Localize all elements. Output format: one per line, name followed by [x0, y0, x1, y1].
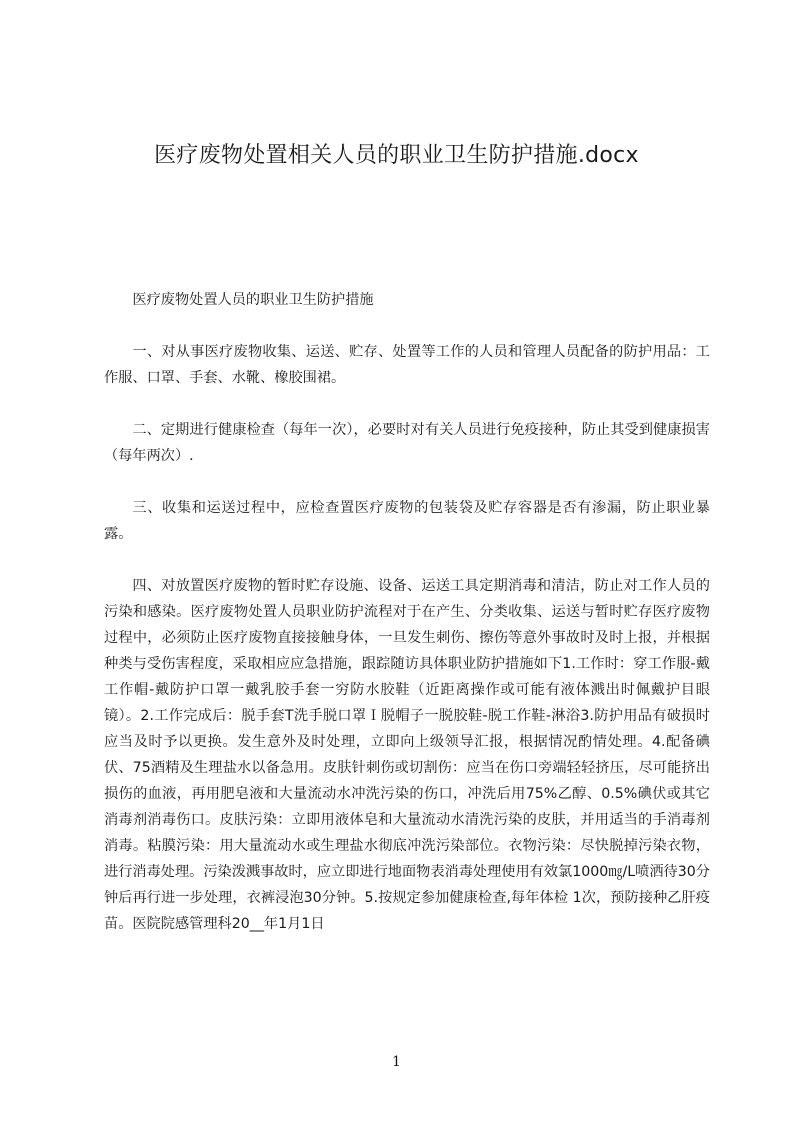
- paragraph-2: 二、定期进行健康检查（每年一次），必要时对有关人员进行免疫接种，防止其受到健康损害（每年两次）.: [104, 422, 710, 464]
- paragraph-1: 一、对从事医疗废物收集、运送、贮存、处置等工作的人员和管理人员配备的防护用品：工作服、口罩、手套、水靴、橡胶围裙。: [104, 344, 710, 386]
- document-body: [104, 287, 710, 963]
- page-number: 1: [392, 1054, 401, 1070]
- section-heading: 医疗废物处置人员的职业卫生防护措施: [132, 292, 374, 308]
- document-title: 医疗废物处置相关人员的职业卫生防护措施.docx: [154, 143, 639, 168]
- paragraph-3: 三、收集和运送过程中，应检查置医疗废物的包装袋及贮存容器是否有渗漏，防止职业暴露。: [104, 500, 710, 542]
- paragraph-4: 四、对放置医疗废物的暂时贮存设施、设备、运送工具定期消毒和清洁，防止对工作人员的污染和感染。医疗废物处置人员职业防护流程对于在产生、分类收集、运送与暂时贮存医疗废物过程中，必须防止医疗废物直接接触身体，一旦发生刺伤、擦伤等意外事故时及时上报，并根据种类与受伤害程度，采取相应应急措施，跟踪随访具体职业防护措施如下1.工作时：穿工作服-戴工作帽-戴防护口罩一戴乳胶手套一穷防水胶鞋（近距离操作或可能有液体溅出时佩戴护目眼镜）。2.工作完成后：脱手套T洗手脱口罩Ｉ脱帽子一脱胶鞋-脱工作鞋-淋浴3.防护用品有破损时应当及时予以更换。发生意外及时处理，立即向上级领导汇报，根据情况酌情处理。4.配备碘伏、75酒精及生理盐水以备急用。皮肤针刺伤或切割伤：应当在伤口旁端轻轻挤压，尽可能挤出损伤的血液，再用肥皂液和大量流动水冲洗污染的伤口，冲洗后用75%乙醇、0.5%碘伏或其它消毒剂消毒伤口。皮肤污染：立即用液体皂和大量流动水清洗污染的皮肤，并用适当的手消毒剂消毒。粘膜污染：用大量流动水或生理盐水彻底冲洗污染部位。衣物污染：尽快脱掉污染衣物，进行消毒处理。污染泼溅事故时，应立即进行地面物表消毒处理使用有效氯1000㎎/L喷洒待30分钟后再行进一步处理，衣裤浸泡30分钟。5.按规定参加健康检查,每年体检 1次，预防接种乙肝疫苗。医院院感管理科20__年1月1日: [104, 578, 710, 932]
